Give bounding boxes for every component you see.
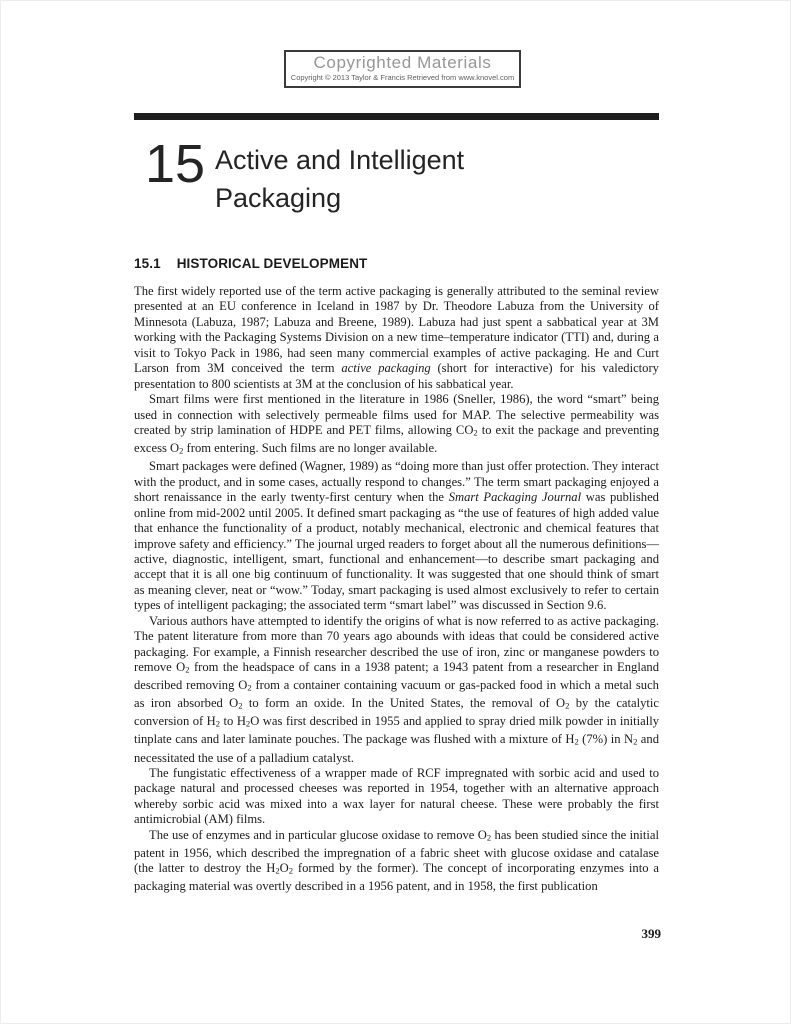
paragraph: The first widely reported use of the term active packaging is generally attributed to the seminal review presented at an EU conference in Iceland in 1987 by Dr. Theodore Labuza from the University of Minnesota (Labuza, 1987; Labuza and Breene, 1989). Labuza had just spent a sabbatical year at 3M working with the Packaging Systems Division on a new time–temperature indicator (TTI) and, during a visit to Tokyo Pack in 1986, had seen many commercial examples of active packaging. He and Curt Larson from 3M conceived the term active packaging (short for interactive) for his valedictory presentation to 800 scientists at 3M at the conclusion of his sabbatical year.: [134, 284, 659, 391]
paragraph: Various authors have attempted to identify the origins of what is now referred to as active packaging. The patent literature from more than 70 years ago abounds with ideas that could be considered active packaging. For example, a Finnish researcher described the use of iron, zinc or manganese powders to remove O2 from the headspace of cans in a 1938 patent; a 1943 patent from a researcher in England described removing O2 from a container containing vacuum or gas-packed food in which a metal such as iron absorbed O2 to form an oxide. In the United States, the removal of O2 by the catalytic conversion of H2 to H2O was first described in 1955 and applied to spray dried milk powder in initially tinplate cans and later laminate pouches. The package was flushed with a mixture of H2 (7%) in N2 and necessitated the use of a palladium catalyst.: [134, 613, 660, 765]
chapter-number: 15: [145, 134, 206, 194]
copyright-title: Copyrighted Materials: [313, 53, 492, 72]
paragraph: Smart packages were defined (Wagner, 1989) as “doing more than just offer protection. They interact with the product, and in some cases, actually respond to changes.” The term smart packaging enjoyed a short renaissance in the early twenty-first century when the Smart Packaging Journal was published online from mid-2002 until 2005. It defined smart packaging as “the use of features of high added value that enhance the functionality of a product, notably mechanical, electronic and chemical features that improve safety and efficiency.” The journal urged readers to forget about all the numerous definitions—active, diagnostic, intelligent, smart, functional and enhancement—to describe smart packaging and accept that it is all one big continuum of functionality. It was suggested that one should think of smart as meaning clever, neat or “wow.” Today, smart packaging is used almost exclusively to refer to certain types of intelligent packaging; the associated term “smart label” was discussed in Section 9.6.: [134, 459, 659, 613]
body-paragraphs: [134, 284, 659, 895]
section-number: 15.1: [134, 256, 161, 271]
copyright-subtitle: Copyright © 2013 Taylor & Francis Retrieved from www.knovel.com: [290, 73, 515, 82]
copyright-box: [284, 50, 521, 88]
section-heading: [134, 256, 367, 271]
chapter-rule: [134, 113, 659, 120]
section-title: HISTORICAL DEVELOPMENT: [176, 256, 368, 271]
chapter-title: Active and Intelligent Packaging: [215, 145, 465, 213]
paragraph: Smart films were first mentioned in the literature in 1986 (Sneller, 1986), the word “smart” being used in connection with selectively permeable films used for MAP. The selective permeability was created by strip lamination of HDPE and PET films, allowing CO2 to exit the package and preventing excess O2 from entering. Such films are no longer available.: [134, 392, 659, 456]
paragraph: The use of enzymes and in particular glucose oxidase to remove O2 has been studied since the initial patent in 1956, which described the impregnation of a fabric sheet with glucose oxidase and catalase (the latter to destroy the H2O2 formed by the former). The concept of incorporating enzymes into a packaging material was overtly described in a 1956 patent, and in 1958, the first publication: [134, 827, 659, 894]
paragraph: The fungistatic effectiveness of a wrapper made of RCF impregnated with sorbic acid and used to package natural and processed cheeses was reported in 1954, together with an alternative approach whereby sorbic acid was mixed into a wax layer for natural cheese. These were probably the first antimicrobial (AM) films.: [134, 765, 659, 827]
page-number: 399: [641, 926, 661, 941]
